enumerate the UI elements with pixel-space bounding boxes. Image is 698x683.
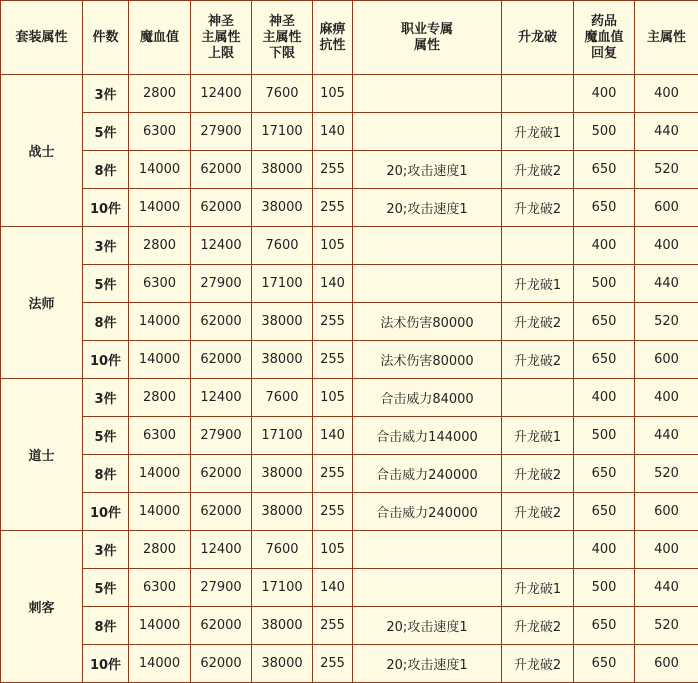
- paralysis-cell: 255: [313, 493, 353, 531]
- piece-count-cell: 8件: [83, 607, 129, 645]
- piece-count-cell: 8件: [83, 303, 129, 341]
- holy-lower-cell: 38000: [252, 455, 313, 493]
- dragon-break-cell: 升龙破2: [502, 151, 574, 189]
- holy-upper-cell: 62000: [191, 151, 252, 189]
- main-attr-cell: 400: [635, 75, 698, 113]
- header-paralysis-resist: 麻痹 抗性: [313, 1, 353, 75]
- main-attr-cell: 440: [635, 265, 698, 303]
- holy-upper-cell: 62000: [191, 303, 252, 341]
- paralysis-cell: 105: [313, 227, 353, 265]
- holy-lower-cell: 38000: [252, 303, 313, 341]
- header-set-attribute: 套装属性: [1, 1, 83, 75]
- header-piece-count: 件数: [83, 1, 129, 75]
- main-attr-cell: 520: [635, 303, 698, 341]
- hp-cell: 2800: [129, 379, 191, 417]
- special-cell: 20;攻击速度1: [353, 151, 502, 189]
- holy-lower-cell: 7600: [252, 379, 313, 417]
- table-row: [1, 341, 698, 379]
- class-name-cell: 刺客: [1, 531, 83, 683]
- paralysis-cell: 255: [313, 455, 353, 493]
- class-name-cell: 道士: [1, 379, 83, 531]
- potion-cell: 500: [574, 569, 635, 607]
- potion-cell: 650: [574, 645, 635, 683]
- hp-cell: 14000: [129, 341, 191, 379]
- potion-cell: 650: [574, 607, 635, 645]
- holy-lower-cell: 38000: [252, 151, 313, 189]
- potion-cell: 650: [574, 341, 635, 379]
- paralysis-cell: 105: [313, 379, 353, 417]
- potion-cell: 500: [574, 265, 635, 303]
- potion-cell: 650: [574, 303, 635, 341]
- dragon-break-cell: 升龙破2: [502, 189, 574, 227]
- table-row: [1, 151, 698, 189]
- hp-cell: 14000: [129, 151, 191, 189]
- holy-lower-cell: 17100: [252, 569, 313, 607]
- piece-count-cell: 10件: [83, 341, 129, 379]
- potion-cell: 400: [574, 227, 635, 265]
- holy-lower-cell: 38000: [252, 493, 313, 531]
- main-attr-cell: 520: [635, 151, 698, 189]
- table-row: [1, 607, 698, 645]
- table-row: [1, 569, 698, 607]
- piece-count-cell: 3件: [83, 227, 129, 265]
- hp-cell: 6300: [129, 113, 191, 151]
- dragon-break-cell: 升龙破2: [502, 455, 574, 493]
- header-class-special: 职业专属 属性: [353, 1, 502, 75]
- dragon-break-cell: 升龙破1: [502, 417, 574, 455]
- paralysis-cell: 140: [313, 569, 353, 607]
- header-potion-recovery: 药品 魔血值 回复: [574, 1, 635, 75]
- holy-upper-cell: 12400: [191, 227, 252, 265]
- dragon-break-cell: 升龙破1: [502, 265, 574, 303]
- table-row: [1, 493, 698, 531]
- main-attr-cell: 440: [635, 417, 698, 455]
- paralysis-cell: 255: [313, 607, 353, 645]
- class-name-cell: 战士: [1, 75, 83, 227]
- special-cell: [353, 75, 502, 113]
- class-name-cell: 法师: [1, 227, 83, 379]
- dragon-break-cell: 升龙破1: [502, 569, 574, 607]
- holy-upper-cell: 27900: [191, 113, 252, 151]
- dragon-break-cell: [502, 75, 574, 113]
- dragon-break-cell: [502, 531, 574, 569]
- potion-cell: 400: [574, 531, 635, 569]
- holy-upper-cell: 62000: [191, 455, 252, 493]
- holy-lower-cell: 17100: [252, 113, 313, 151]
- hp-cell: 14000: [129, 189, 191, 227]
- potion-cell: 500: [574, 417, 635, 455]
- holy-lower-cell: 17100: [252, 265, 313, 303]
- table-row: [1, 455, 698, 493]
- main-attr-cell: 600: [635, 189, 698, 227]
- dragon-break-cell: 升龙破2: [502, 341, 574, 379]
- special-cell: 合击威力144000: [353, 417, 502, 455]
- piece-count-cell: 3件: [83, 531, 129, 569]
- main-attr-cell: 400: [635, 531, 698, 569]
- main-attr-cell: 600: [635, 645, 698, 683]
- table-row: [1, 189, 698, 227]
- piece-count-cell: 3件: [83, 75, 129, 113]
- special-cell: [353, 227, 502, 265]
- paralysis-cell: 255: [313, 151, 353, 189]
- table-row: [1, 645, 698, 683]
- table-row: [1, 417, 698, 455]
- piece-count-cell: 5件: [83, 113, 129, 151]
- hp-cell: 14000: [129, 455, 191, 493]
- main-attr-cell: 440: [635, 569, 698, 607]
- holy-upper-cell: 12400: [191, 379, 252, 417]
- piece-count-cell: 3件: [83, 379, 129, 417]
- main-attr-cell: 440: [635, 113, 698, 151]
- hp-cell: 14000: [129, 645, 191, 683]
- special-cell: 合击威力240000: [353, 455, 502, 493]
- dragon-break-cell: 升龙破2: [502, 607, 574, 645]
- paralysis-cell: 255: [313, 645, 353, 683]
- holy-upper-cell: 27900: [191, 265, 252, 303]
- holy-upper-cell: 62000: [191, 341, 252, 379]
- paralysis-cell: 140: [313, 417, 353, 455]
- holy-upper-cell: 12400: [191, 75, 252, 113]
- paralysis-cell: 140: [313, 113, 353, 151]
- hp-cell: 6300: [129, 569, 191, 607]
- table-row: [1, 531, 698, 569]
- dragon-break-cell: 升龙破2: [502, 493, 574, 531]
- holy-upper-cell: 27900: [191, 569, 252, 607]
- paralysis-cell: 105: [313, 531, 353, 569]
- paralysis-cell: 105: [313, 75, 353, 113]
- dragon-break-cell: 升龙破1: [502, 113, 574, 151]
- dragon-break-cell: 升龙破2: [502, 303, 574, 341]
- hp-cell: 2800: [129, 75, 191, 113]
- main-attr-cell: 400: [635, 379, 698, 417]
- special-cell: [353, 569, 502, 607]
- special-cell: 合击威力84000: [353, 379, 502, 417]
- special-cell: [353, 531, 502, 569]
- main-attr-cell: 600: [635, 493, 698, 531]
- table-body: [1, 75, 698, 683]
- piece-count-cell: 8件: [83, 455, 129, 493]
- table-row: [1, 113, 698, 151]
- main-attr-cell: 600: [635, 341, 698, 379]
- table-row: [1, 227, 698, 265]
- special-cell: 合击威力240000: [353, 493, 502, 531]
- holy-lower-cell: 7600: [252, 75, 313, 113]
- holy-lower-cell: 38000: [252, 607, 313, 645]
- paralysis-cell: 255: [313, 189, 353, 227]
- table-row: [1, 75, 698, 113]
- hp-cell: 6300: [129, 265, 191, 303]
- potion-cell: 500: [574, 113, 635, 151]
- special-cell: 法术伤害80000: [353, 303, 502, 341]
- hp-cell: 14000: [129, 493, 191, 531]
- special-cell: [353, 265, 502, 303]
- holy-upper-cell: 62000: [191, 607, 252, 645]
- potion-cell: 650: [574, 189, 635, 227]
- table-row: [1, 265, 698, 303]
- header-main-attribute: 主属性: [635, 1, 698, 75]
- hp-cell: 6300: [129, 417, 191, 455]
- piece-count-cell: 8件: [83, 151, 129, 189]
- header-holy-main-lower: 神圣 主属性 下限: [252, 1, 313, 75]
- holy-lower-cell: 7600: [252, 227, 313, 265]
- header-dragon-break: 升龙破: [502, 1, 574, 75]
- dragon-break-cell: [502, 227, 574, 265]
- potion-cell: 400: [574, 75, 635, 113]
- holy-upper-cell: 12400: [191, 531, 252, 569]
- table-row: [1, 379, 698, 417]
- holy-lower-cell: 17100: [252, 417, 313, 455]
- main-attr-cell: 520: [635, 607, 698, 645]
- potion-cell: 650: [574, 151, 635, 189]
- holy-lower-cell: 7600: [252, 531, 313, 569]
- piece-count-cell: 10件: [83, 493, 129, 531]
- piece-count-cell: 5件: [83, 265, 129, 303]
- hp-cell: 14000: [129, 303, 191, 341]
- piece-count-cell: 10件: [83, 645, 129, 683]
- paralysis-cell: 255: [313, 341, 353, 379]
- potion-cell: 400: [574, 379, 635, 417]
- hp-cell: 2800: [129, 227, 191, 265]
- main-attr-cell: 400: [635, 227, 698, 265]
- header-holy-main-upper: 神圣 主属性 上限: [191, 1, 252, 75]
- hp-cell: 2800: [129, 531, 191, 569]
- header-hp: 魔血值: [129, 1, 191, 75]
- special-cell: 20;攻击速度1: [353, 607, 502, 645]
- table-row: [1, 303, 698, 341]
- hp-cell: 14000: [129, 607, 191, 645]
- piece-count-cell: 10件: [83, 189, 129, 227]
- holy-lower-cell: 38000: [252, 341, 313, 379]
- paralysis-cell: 140: [313, 265, 353, 303]
- dragon-break-cell: 升龙破2: [502, 645, 574, 683]
- special-cell: [353, 113, 502, 151]
- holy-upper-cell: 62000: [191, 493, 252, 531]
- holy-lower-cell: 38000: [252, 645, 313, 683]
- special-cell: 法术伤害80000: [353, 341, 502, 379]
- special-cell: 20;攻击速度1: [353, 189, 502, 227]
- paralysis-cell: 255: [313, 303, 353, 341]
- piece-count-cell: 5件: [83, 569, 129, 607]
- piece-count-cell: 5件: [83, 417, 129, 455]
- dragon-break-cell: [502, 379, 574, 417]
- holy-upper-cell: 62000: [191, 189, 252, 227]
- special-cell: 20;攻击速度1: [353, 645, 502, 683]
- potion-cell: 650: [574, 455, 635, 493]
- header-row: [1, 1, 698, 75]
- holy-lower-cell: 38000: [252, 189, 313, 227]
- holy-upper-cell: 27900: [191, 417, 252, 455]
- main-attr-cell: 520: [635, 455, 698, 493]
- potion-cell: 650: [574, 493, 635, 531]
- holy-upper-cell: 62000: [191, 645, 252, 683]
